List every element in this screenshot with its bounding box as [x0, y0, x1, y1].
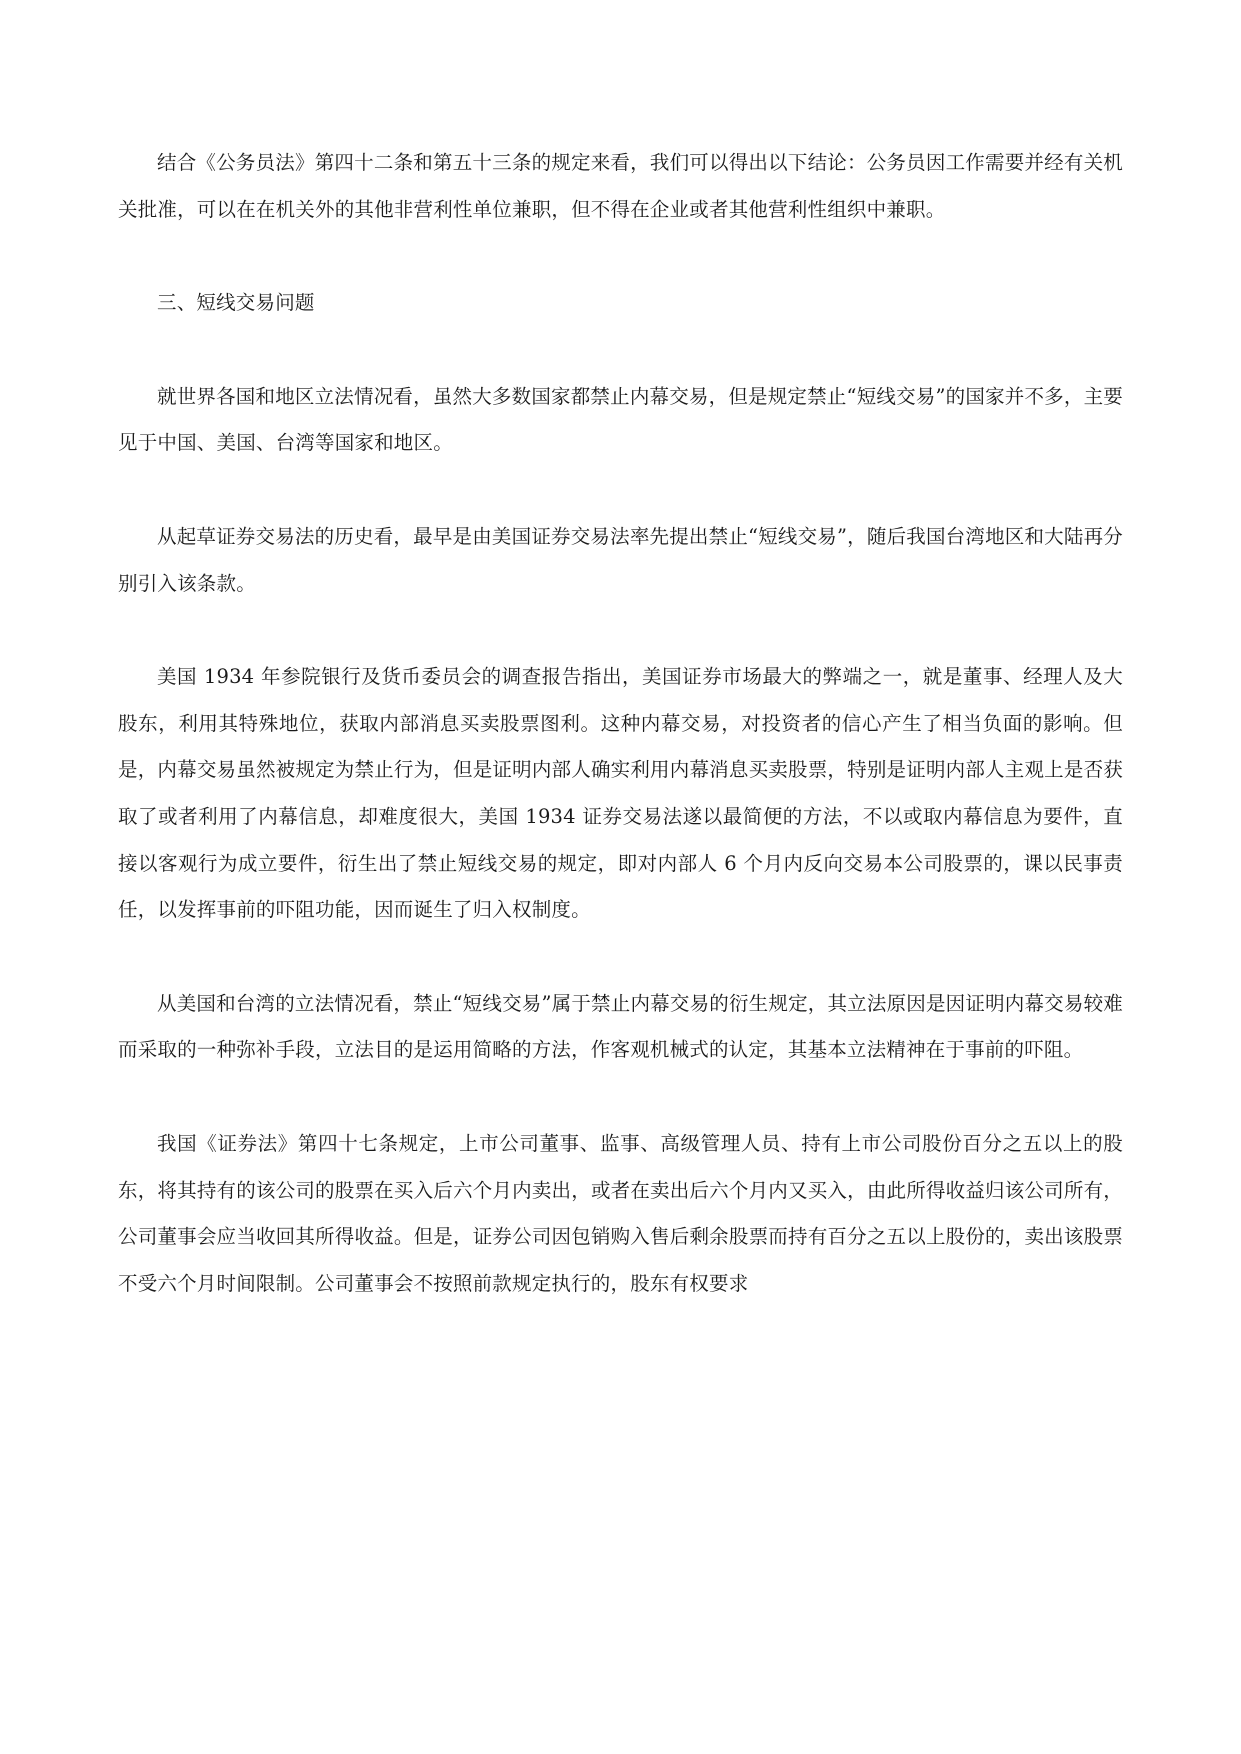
- paragraph-us-taiwan-legislation: 从美国和台湾的立法情况看，禁止“短线交易”属于禁止内幕交易的衍生规定，其立法原因是因证明内幕交易较难而采取的一种弥补手段，立法目的是运用简略的方法，作客观机械式的认定，其基本立法精神在于事前的吓阻。: [118, 991, 1123, 1062]
- paragraph-us-1934-report: 美国 1934 年参院银行及货币委员会的调查报告指出，美国证券市场最大的弊端之一，就是董事、经理人及大股东，利用其特殊地位，获取内部消息买卖股票图利。这种内幕交易，对投资者的信心产生了相当负面的影响。但是，内幕交易虽然被规定为禁止行为，但是证明内部人确实利用内幕消息买卖股票，特别是证明内部人主观上是否获取了或者利用了内幕信息，却难度很大，美国 1934 证券交易法遂以最简便的方法，不以或取内幕信息为要件，直接以客观行为成立要件，衍生出了禁止短线交易的规定，即对内部人 6 个月内反向交易本公司股票的，课以民事责任，以发挥事前的吓阻功能，因而诞生了归入权制度。: [118, 665, 1123, 922]
- paragraph-legislation-overview: 就世界各国和地区立法情况看，虽然大多数国家都禁止内幕交易，但是规定禁止“短线交易”的国家并不多，主要见于中国、美国、台湾等国家和地区。: [118, 384, 1123, 455]
- paragraph-civil-servant-conclusion: 结合《公务员法》第四十二条和第五十三条的规定来看，我们可以得出以下结论：公务员因工作需要并经有关机关批准，可以在在机关外的其他非营利性单位兼职，但不得在企业或者其他营利性组织中兼职。: [118, 151, 1123, 221]
- paragraph-securities-law-article-47: 我国《证券法》第四十七条规定，上市公司董事、监事、高级管理人员、持有上市公司股份百分之五以上的股东，将其持有的该公司的股票在买入后六个月内卖出，或者在卖出后六个月内又买入，由此所得收益归该公司所有，公司董事会应当收回其所得收益。但是，证券公司因包销购入售后剩余股票而持有百分之五以上股份的，卖出该股票不受六个月时间限制。公司董事会不按照前款规定执行的，股东有权要求: [118, 1131, 1123, 1295]
- document-body: [118, 140, 1123, 1354]
- section-heading-short-swing-trading: 三、短线交易问题: [157, 291, 315, 315]
- paragraph-drafting-history: 从起草证券交易法的历史看，最早是由美国证券交易法率先提出禁止“短线交易”，随后我国台湾地区和大陆再分别引入该条款。: [118, 524, 1123, 595]
